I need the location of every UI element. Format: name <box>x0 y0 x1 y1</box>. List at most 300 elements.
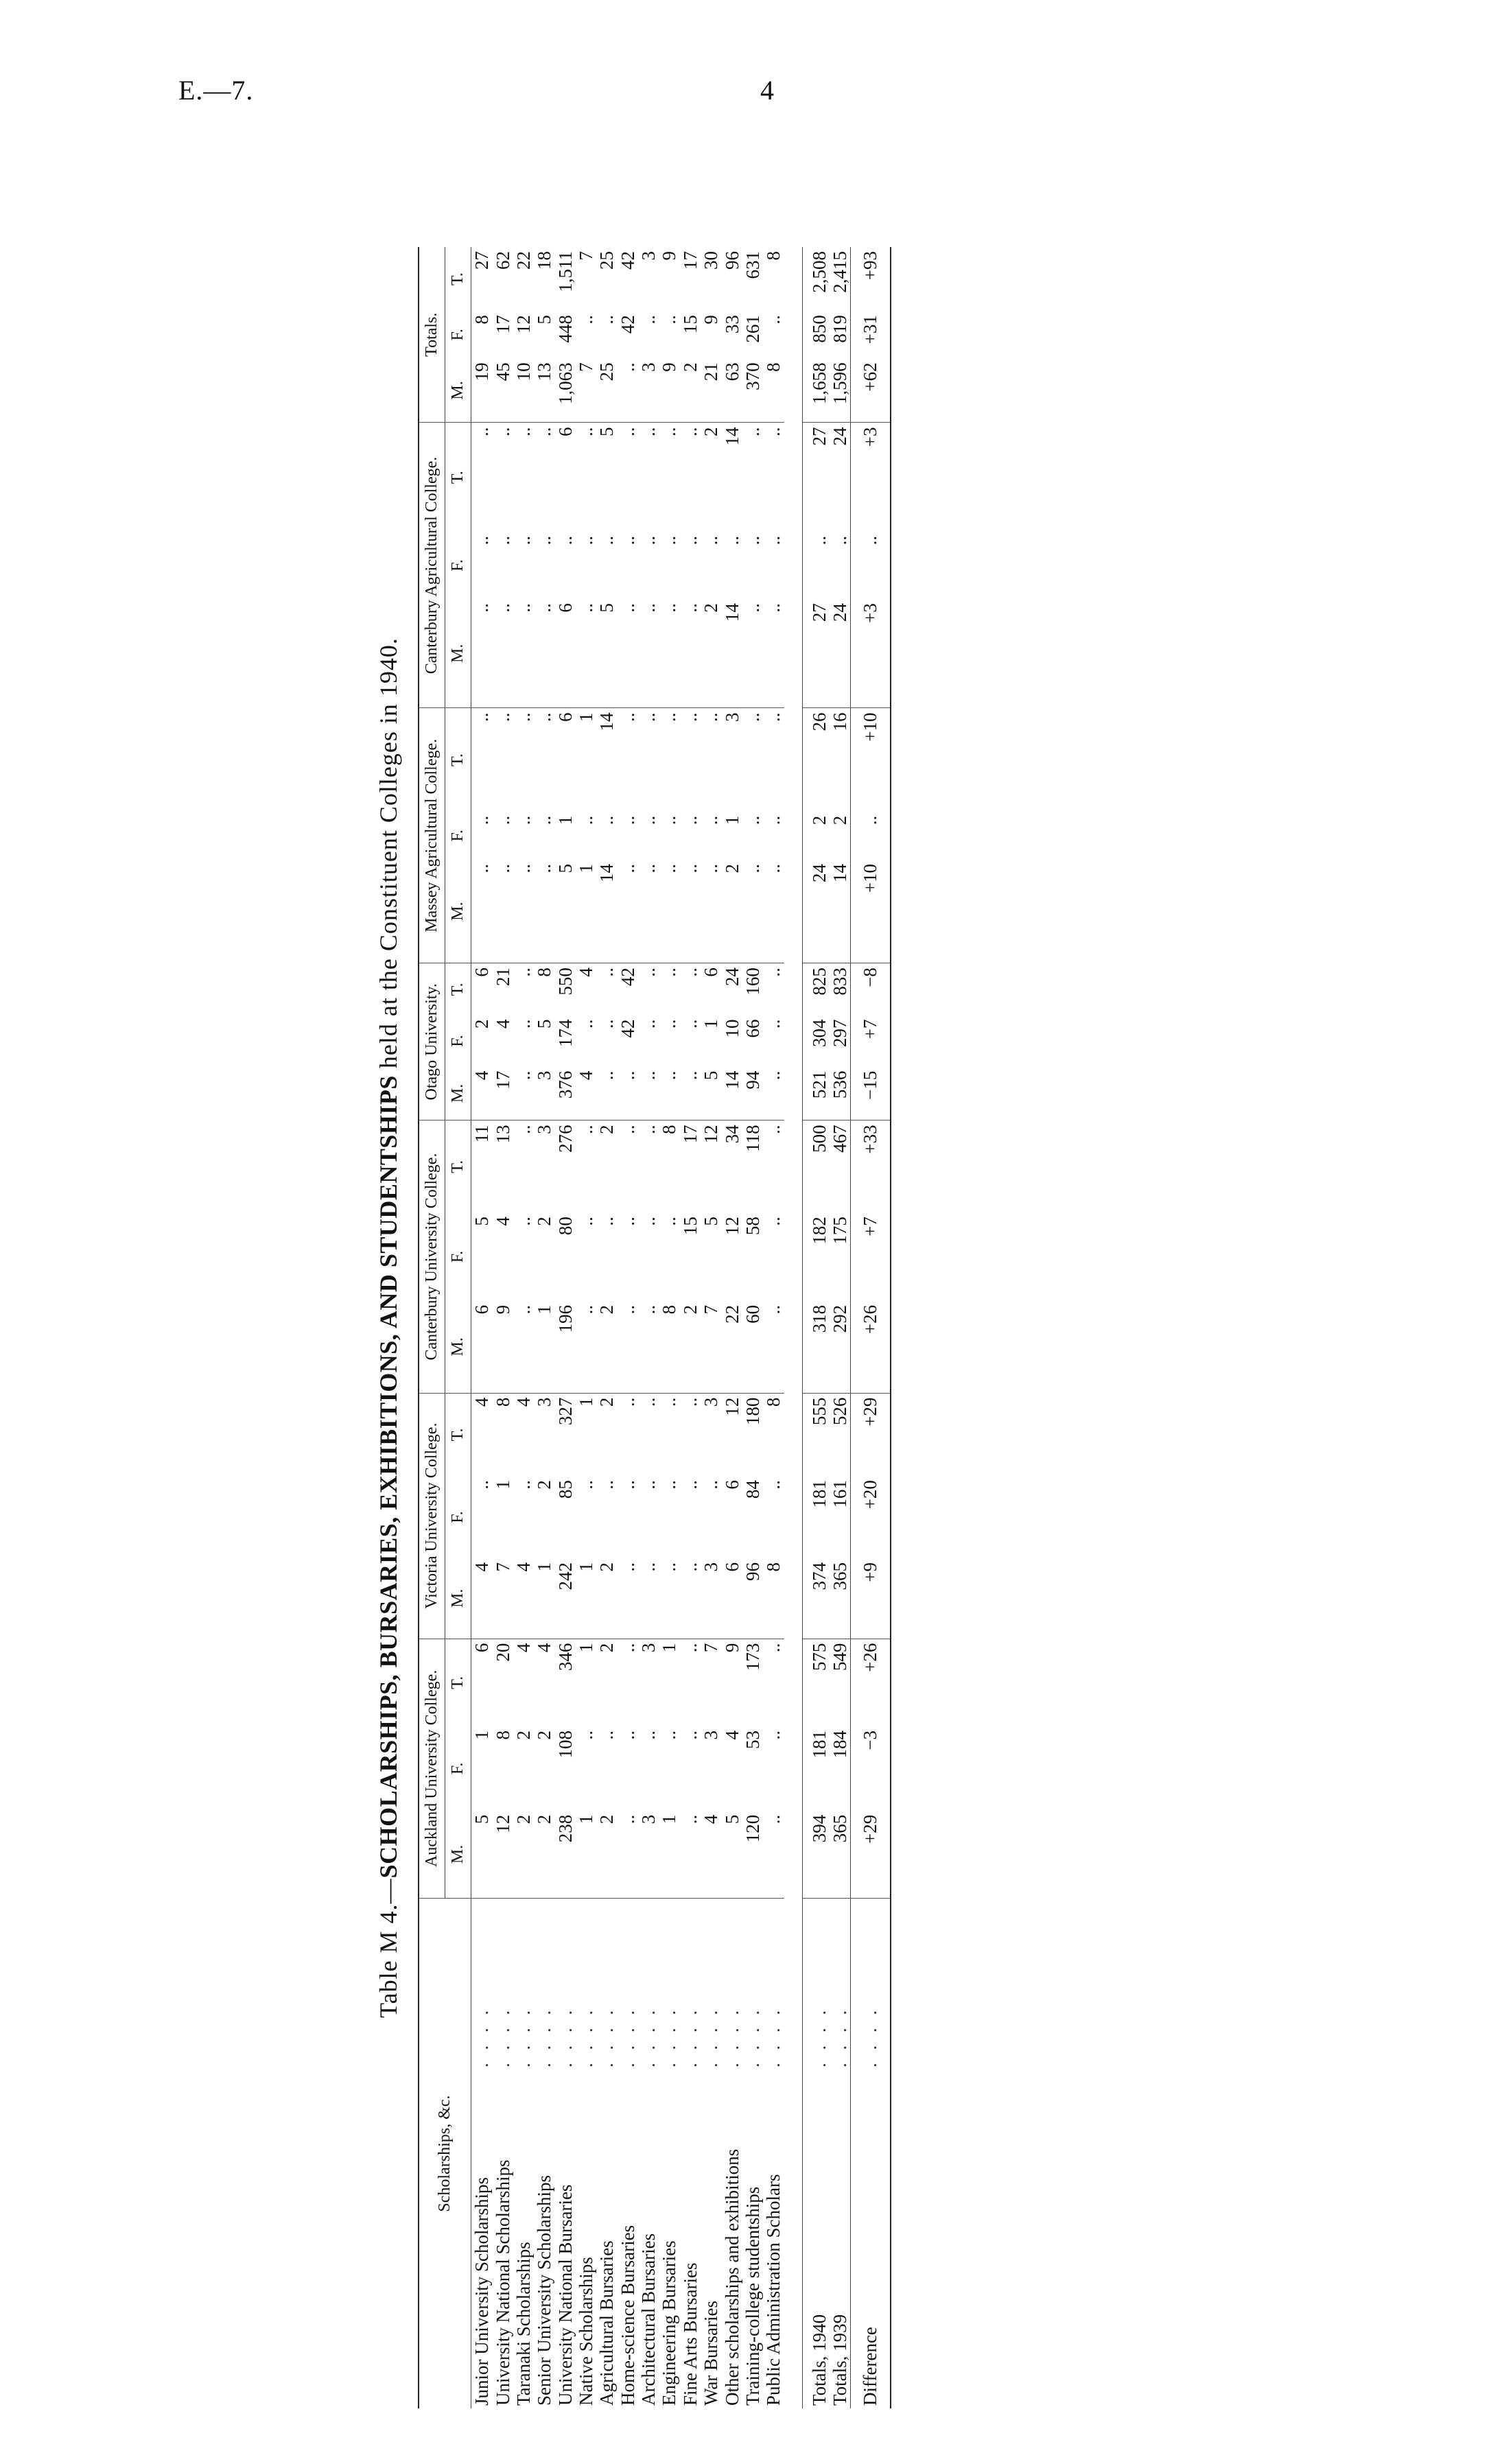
table-cell: .. <box>659 535 680 545</box>
table-cell: .. <box>659 712 680 722</box>
table-cell: 12 <box>493 1811 513 1899</box>
table-cell: 9 <box>701 315 722 325</box>
difference-row <box>851 247 891 2408</box>
label-column-header: Scholarships, &c. <box>419 1899 471 2408</box>
table-cell: −8 <box>851 963 891 1016</box>
table-cell: 2 <box>680 1301 701 1393</box>
table-cell: 5 <box>722 1811 742 1899</box>
table-cell: .. <box>763 1067 784 1120</box>
table-cell: 42 <box>617 315 638 334</box>
table-cell: .. <box>763 1811 784 1899</box>
table-cell: 3 <box>701 1558 721 1639</box>
table-title-suffix: held at the Constituent Colleges in 1940. <box>375 637 402 1076</box>
rotated-table-block <box>374 247 1115 2408</box>
table-cell: 173 <box>742 1643 763 1671</box>
table-cell: 94 <box>742 1067 763 1120</box>
table-cell: 2 <box>596 1811 617 1899</box>
table-cell: 2 <box>701 427 722 436</box>
table-cell: +3 <box>851 599 891 708</box>
table-cell: .. <box>659 1480 680 1490</box>
table-cell: 17 <box>492 315 513 334</box>
table-cell: .. <box>596 1730 618 1740</box>
table-cell: 27 <box>802 599 830 708</box>
table-cell: 15 <box>679 315 701 334</box>
sub-header-cell: T. <box>445 1120 471 1212</box>
table-cell: .. <box>659 815 680 825</box>
row-label: Totals, 1939 <box>829 2314 850 2406</box>
table-cell: .. <box>596 967 618 977</box>
table-cell: .. <box>513 1067 534 1120</box>
table-row <box>763 247 784 2408</box>
table-cell: 2 <box>534 1217 555 1226</box>
table-cell: .. <box>659 1217 680 1226</box>
table-cell: 467 <box>829 1125 850 1153</box>
leader-dots: . . . . <box>492 2006 513 2068</box>
table-cell: .. <box>596 535 618 545</box>
table-cell: 376 <box>555 1067 576 1120</box>
table-cell: 4 <box>471 1067 493 1120</box>
table-cell: 160 <box>742 967 763 996</box>
table-cell: .. <box>679 1643 701 1653</box>
table-cell: 7 <box>701 1301 721 1393</box>
table-cell: .. <box>618 599 638 708</box>
table-cell: .. <box>513 1019 535 1029</box>
table-cell: 3 <box>721 712 742 722</box>
table-cell: 14 <box>596 860 617 963</box>
table-cell: +7 <box>851 1016 891 1067</box>
table-cell: .. <box>742 815 763 825</box>
table-cell: .. <box>763 1643 784 1653</box>
table-cell: 8 <box>763 1397 784 1407</box>
table-cell: .. <box>618 1558 638 1639</box>
table-cell: 27 <box>802 423 830 532</box>
table-cell: .. <box>763 815 784 825</box>
leader-dots: . . . . <box>701 2006 722 2068</box>
table-cell: 327 <box>554 1397 576 1426</box>
leader-dots: . . . . <box>829 2006 850 2068</box>
table-cell: .. <box>680 1067 701 1120</box>
table-cell: 2 <box>596 1558 617 1639</box>
leader-dots: . . . . <box>679 2006 701 2068</box>
table-row <box>596 247 617 2408</box>
table-cell: .. <box>471 712 493 722</box>
table-cell: 12 <box>721 1397 742 1416</box>
sub-header-cell: M. <box>445 1067 471 1120</box>
table-cell: +10 <box>851 708 891 812</box>
totals-row <box>802 247 830 2408</box>
table-cell: 96 <box>742 1558 763 1639</box>
table-cell: 8 <box>534 967 555 977</box>
table-cell: 1 <box>534 1558 554 1639</box>
sub-header-cell: T. <box>445 963 471 1016</box>
table-cell: 575 <box>802 1639 830 1726</box>
table-cell: .. <box>742 427 763 436</box>
table-cell: .. <box>638 967 659 977</box>
table-cell: .. <box>513 535 535 545</box>
table-cell: 5 <box>471 1811 493 1899</box>
table-cell: 181 <box>802 1726 830 1811</box>
table-cell: .. <box>659 1558 679 1639</box>
table-cell: .. <box>679 1480 701 1490</box>
table-cell: 819 <box>829 315 850 343</box>
sub-header-cell: T. <box>445 1639 471 1726</box>
table-cell: 15 <box>679 1217 701 1236</box>
table-cell: .. <box>513 1125 535 1134</box>
table-cell: .. <box>617 1217 638 1226</box>
table-cell: 42 <box>617 1019 638 1038</box>
table-cell: .. <box>471 427 493 436</box>
table-cell: .. <box>576 1217 597 1226</box>
table-cell: 8 <box>659 1125 680 1134</box>
table-cell: 4 <box>471 1558 493 1639</box>
table-cell: 6 <box>471 1643 493 1653</box>
table-cell: .. <box>763 315 784 325</box>
table-cell: 19 <box>471 358 493 423</box>
table-cell: .. <box>659 599 679 708</box>
table-cell: .. <box>679 712 701 722</box>
table-cell: 182 <box>802 1212 830 1301</box>
table-cell: .. <box>576 599 596 708</box>
table-cell: 8 <box>492 1730 513 1740</box>
table-cell: 8 <box>763 358 784 423</box>
table-cell: 8 <box>492 1397 513 1407</box>
group-header: Massey Agricultural College. <box>419 708 445 963</box>
table-cell: .. <box>701 860 721 963</box>
sub-header-cell: M. <box>445 860 471 963</box>
table-cell: 2 <box>471 1019 493 1029</box>
table-cell: 62 <box>492 251 513 270</box>
table-cell: 261 <box>742 315 763 343</box>
table-cell: 6 <box>722 1558 742 1639</box>
table-cell: .. <box>763 1019 784 1029</box>
sub-header-cell: T. <box>445 1393 471 1476</box>
table-cell: .. <box>492 427 513 436</box>
table-body <box>471 247 891 2408</box>
table-cell: .. <box>659 1397 680 1407</box>
table-cell: 3 <box>638 358 659 423</box>
table-cell: 14 <box>721 427 742 446</box>
table-row <box>493 247 513 2408</box>
table-cell: .. <box>576 427 597 436</box>
table-cell: 526 <box>829 1397 850 1426</box>
group-header: Canterbury Agricultural College. <box>419 423 445 708</box>
table-cell: .. <box>576 1480 597 1490</box>
table-cell: 13 <box>492 1125 513 1144</box>
sub-header-cell: F. <box>445 1476 471 1558</box>
table-cell: 16 <box>829 712 850 731</box>
table-cell: 4 <box>492 1217 513 1226</box>
table-cell: 24 <box>829 427 850 446</box>
table-cell: 2,415 <box>829 251 850 293</box>
row-label: Engineering Bursaries <box>659 2240 680 2406</box>
table-cell: .. <box>763 427 784 436</box>
table-cell: 3 <box>534 1067 554 1120</box>
row-label: Home-science Bursaries <box>617 2225 638 2406</box>
table-cell: 1 <box>659 1811 679 1899</box>
table-cell: 21 <box>701 358 721 423</box>
table-cell: .. <box>513 967 535 977</box>
table-cell: .. <box>513 815 535 825</box>
table-cell: .. <box>763 599 784 708</box>
table-cell: 1 <box>534 1301 554 1393</box>
table-cell: .. <box>802 532 830 599</box>
table-cell: .. <box>513 1480 535 1490</box>
table-cell: .. <box>679 1019 701 1029</box>
table-cell: .. <box>618 1067 638 1120</box>
table-cell: 2 <box>534 1480 555 1490</box>
table-cell: 84 <box>742 1480 763 1499</box>
table-cell: 2 <box>513 1811 534 1899</box>
table-cell: .. <box>513 1301 534 1393</box>
table-cell: 161 <box>829 1480 850 1508</box>
table-cell: .. <box>618 358 638 423</box>
table-cell: 276 <box>554 1125 576 1153</box>
table-cell: .. <box>680 1811 701 1899</box>
row-label: University National Bursaries <box>554 2184 576 2406</box>
table-cell: .. <box>679 1730 701 1740</box>
table-cell: 3 <box>638 1643 659 1653</box>
table-cell: .. <box>742 712 763 722</box>
table-cell: .. <box>659 1730 680 1740</box>
table-cell: 6 <box>471 1301 493 1393</box>
table-cell: 5 <box>596 427 618 436</box>
table-cell: 2 <box>534 1811 554 1899</box>
table-cell: 374 <box>802 1558 830 1639</box>
table-cell: .. <box>618 860 638 963</box>
table-cell: 3 <box>701 1397 722 1407</box>
table-cell: .. <box>638 1397 659 1407</box>
table-cell: 1,511 <box>554 251 576 292</box>
table-cell: 34 <box>721 1125 742 1144</box>
table-cell: .. <box>829 535 850 545</box>
table-cell: .. <box>617 1643 638 1653</box>
table-cell: 550 <box>554 967 576 996</box>
table-row <box>722 247 742 2408</box>
table-cell: −3 <box>851 1726 891 1811</box>
table-cell: +26 <box>851 1301 891 1393</box>
row-label: Training-college studentships <box>742 2186 763 2406</box>
table-cell: +31 <box>851 311 891 358</box>
table-cell: +62 <box>851 358 891 423</box>
table-cell: .. <box>638 712 659 722</box>
table-cell: 24 <box>721 967 742 987</box>
table-cell: 4 <box>513 1397 535 1407</box>
table-cell: 500 <box>802 1120 830 1212</box>
table-cell: 17 <box>493 1067 513 1120</box>
table-cell: +29 <box>851 1393 891 1476</box>
row-label: Fine Arts Bursaries <box>679 2262 701 2406</box>
table-cell: .. <box>617 1480 638 1490</box>
page-reference: E.—7. <box>178 75 254 106</box>
table-cell: 7 <box>576 358 596 423</box>
table-cell: .. <box>638 1301 659 1393</box>
sub-header-cell: M. <box>445 1558 471 1639</box>
table-cell: .. <box>638 860 659 963</box>
sub-header-cell: F. <box>445 812 471 860</box>
table-cell: 346 <box>554 1643 576 1671</box>
table-cell: 7 <box>576 251 597 261</box>
table-cell: 60 <box>742 1301 763 1393</box>
table-cell: .. <box>617 1397 638 1407</box>
table-cell: 58 <box>742 1217 763 1236</box>
table-cell: 238 <box>555 1811 576 1899</box>
table-cell: .. <box>851 532 891 599</box>
table-cell: .. <box>638 1217 659 1226</box>
table-cell: 6 <box>554 427 576 436</box>
table-cell: 7 <box>701 1643 722 1653</box>
table-cell: .. <box>493 860 513 963</box>
table-cell: 2,508 <box>802 247 830 311</box>
table-cell: 1,596 <box>830 358 851 423</box>
table-cell: .. <box>576 1019 597 1029</box>
table-cell: +26 <box>851 1639 891 1726</box>
table-cell: 292 <box>830 1301 851 1393</box>
table-cell: 4 <box>492 1019 513 1029</box>
table-cell: .. <box>617 815 638 825</box>
table-cell: 833 <box>829 967 850 996</box>
group-header: Otago University. <box>419 963 445 1120</box>
sub-header-cell: T. <box>445 423 471 532</box>
table-cell: 5 <box>534 315 555 325</box>
table-cell: 536 <box>830 1067 851 1120</box>
group-header: Victoria University College. <box>419 1393 445 1639</box>
table-cell: .. <box>617 1730 638 1740</box>
table-cell: 2 <box>802 812 830 860</box>
leader-dots: . . . . <box>576 2006 597 2068</box>
table-cell: 5 <box>555 860 576 963</box>
table-cell: 304 <box>802 1016 830 1067</box>
table-cell: .. <box>638 535 659 545</box>
table-cell: .. <box>617 535 638 545</box>
table-cell: 196 <box>555 1301 576 1393</box>
table-cell: .. <box>701 712 722 722</box>
table-cell: .. <box>638 1125 659 1134</box>
table-row <box>576 247 596 2408</box>
table-cell: .. <box>513 427 535 436</box>
table-cell: 242 <box>555 1558 576 1639</box>
table-cell: .. <box>576 1301 596 1393</box>
leader-dots: . . . . <box>721 2006 742 2068</box>
sub-header-cell: M. <box>445 358 471 423</box>
leader-dots: . . . . <box>851 1899 891 2072</box>
table-cell: 8 <box>659 1301 679 1393</box>
table-row <box>513 247 534 2408</box>
table-cell: .. <box>679 815 701 825</box>
sub-header-cell: F. <box>445 532 471 599</box>
row-label: Public Administration Scholars <box>763 2174 784 2406</box>
table-cell: 9 <box>659 358 679 423</box>
table-cell: +93 <box>851 247 891 311</box>
table-cell: +29 <box>851 1811 891 1899</box>
table-cell: 2 <box>680 358 701 423</box>
row-label: Architectural Bursaries <box>638 2233 659 2406</box>
table-cell: 42 <box>617 967 638 987</box>
table-cell: 108 <box>554 1730 576 1759</box>
sub-header-cell: F. <box>445 1016 471 1067</box>
table-cell: +10 <box>851 860 891 963</box>
table-row <box>659 247 679 2408</box>
table-cell: .. <box>701 1480 722 1490</box>
table-cell: 4 <box>576 1067 596 1120</box>
table-cell: .. <box>513 599 534 708</box>
table-cell: .. <box>534 712 555 722</box>
table-cell: .. <box>513 860 534 963</box>
table-cell: 6 <box>554 712 576 722</box>
scholarships-table <box>418 247 891 2408</box>
table-cell: 1 <box>576 1397 597 1407</box>
table-cell: +20 <box>851 1476 891 1558</box>
table-cell: 118 <box>742 1125 763 1152</box>
table-cell: .. <box>638 1067 659 1120</box>
table-cell: 22 <box>513 251 535 270</box>
table-cell: 42 <box>617 251 638 270</box>
table-cell: .. <box>659 860 679 963</box>
sub-header-cell: M. <box>445 1301 471 1393</box>
table-cell: .. <box>576 815 597 825</box>
table-cell: .. <box>513 1217 535 1226</box>
table-cell: 365 <box>830 1558 851 1639</box>
table-cell: .. <box>617 1125 638 1134</box>
table-cell: 80 <box>554 1217 576 1236</box>
table-cell: 175 <box>829 1217 850 1245</box>
table-cell: 297 <box>829 1019 850 1047</box>
table-cell: .. <box>763 712 784 722</box>
table-cell: 1 <box>576 860 596 963</box>
table-cell: .. <box>763 1480 784 1490</box>
sub-header-cell: F. <box>445 1212 471 1301</box>
table-row <box>555 247 576 2408</box>
table-cell: .. <box>763 967 784 977</box>
table-cell: 45 <box>493 358 513 423</box>
table-cell: 24 <box>802 860 830 963</box>
table-cell: .. <box>763 1125 784 1134</box>
table-cell: 2 <box>596 1643 618 1653</box>
table-cell: 2 <box>596 1125 618 1134</box>
table-cell: 3 <box>638 251 659 261</box>
table-cell: 85 <box>554 1480 576 1499</box>
table-cell: .. <box>638 1558 659 1639</box>
sub-header-cell: T. <box>445 247 471 311</box>
table-cell: .. <box>596 1480 618 1490</box>
table-cell: 10 <box>513 358 534 423</box>
table-cell: .. <box>659 967 680 977</box>
group-header: Canterbury University College. <box>419 1120 445 1393</box>
table-cell: 4 <box>513 1558 534 1639</box>
table-cell: .. <box>471 599 493 708</box>
table-cell: 27 <box>471 251 493 270</box>
table-cell: 12 <box>701 1125 722 1144</box>
table-cell: 4 <box>576 967 597 977</box>
spacer-row <box>784 247 803 2408</box>
table-cell: .. <box>576 315 597 325</box>
table-cell: .. <box>576 1730 597 1740</box>
sub-header-cell: F. <box>445 311 471 358</box>
table-cell: 21 <box>492 967 513 987</box>
leader-dots: . . . . <box>617 2006 638 2068</box>
table-cell: 9 <box>659 251 680 261</box>
table-cell: 6 <box>471 967 493 977</box>
table-cell: +3 <box>851 423 891 532</box>
table-cell: 180 <box>742 1397 763 1426</box>
table-cell: .. <box>742 860 763 963</box>
leader-dots: . . . . <box>534 2006 555 2068</box>
table-cell: .. <box>680 1558 701 1639</box>
table-row <box>701 247 721 2408</box>
group-header: Auckland University College. <box>419 1639 445 1899</box>
table-cell: 1 <box>701 1019 722 1029</box>
table-cell: 26 <box>802 708 830 812</box>
table-row <box>638 247 659 2408</box>
